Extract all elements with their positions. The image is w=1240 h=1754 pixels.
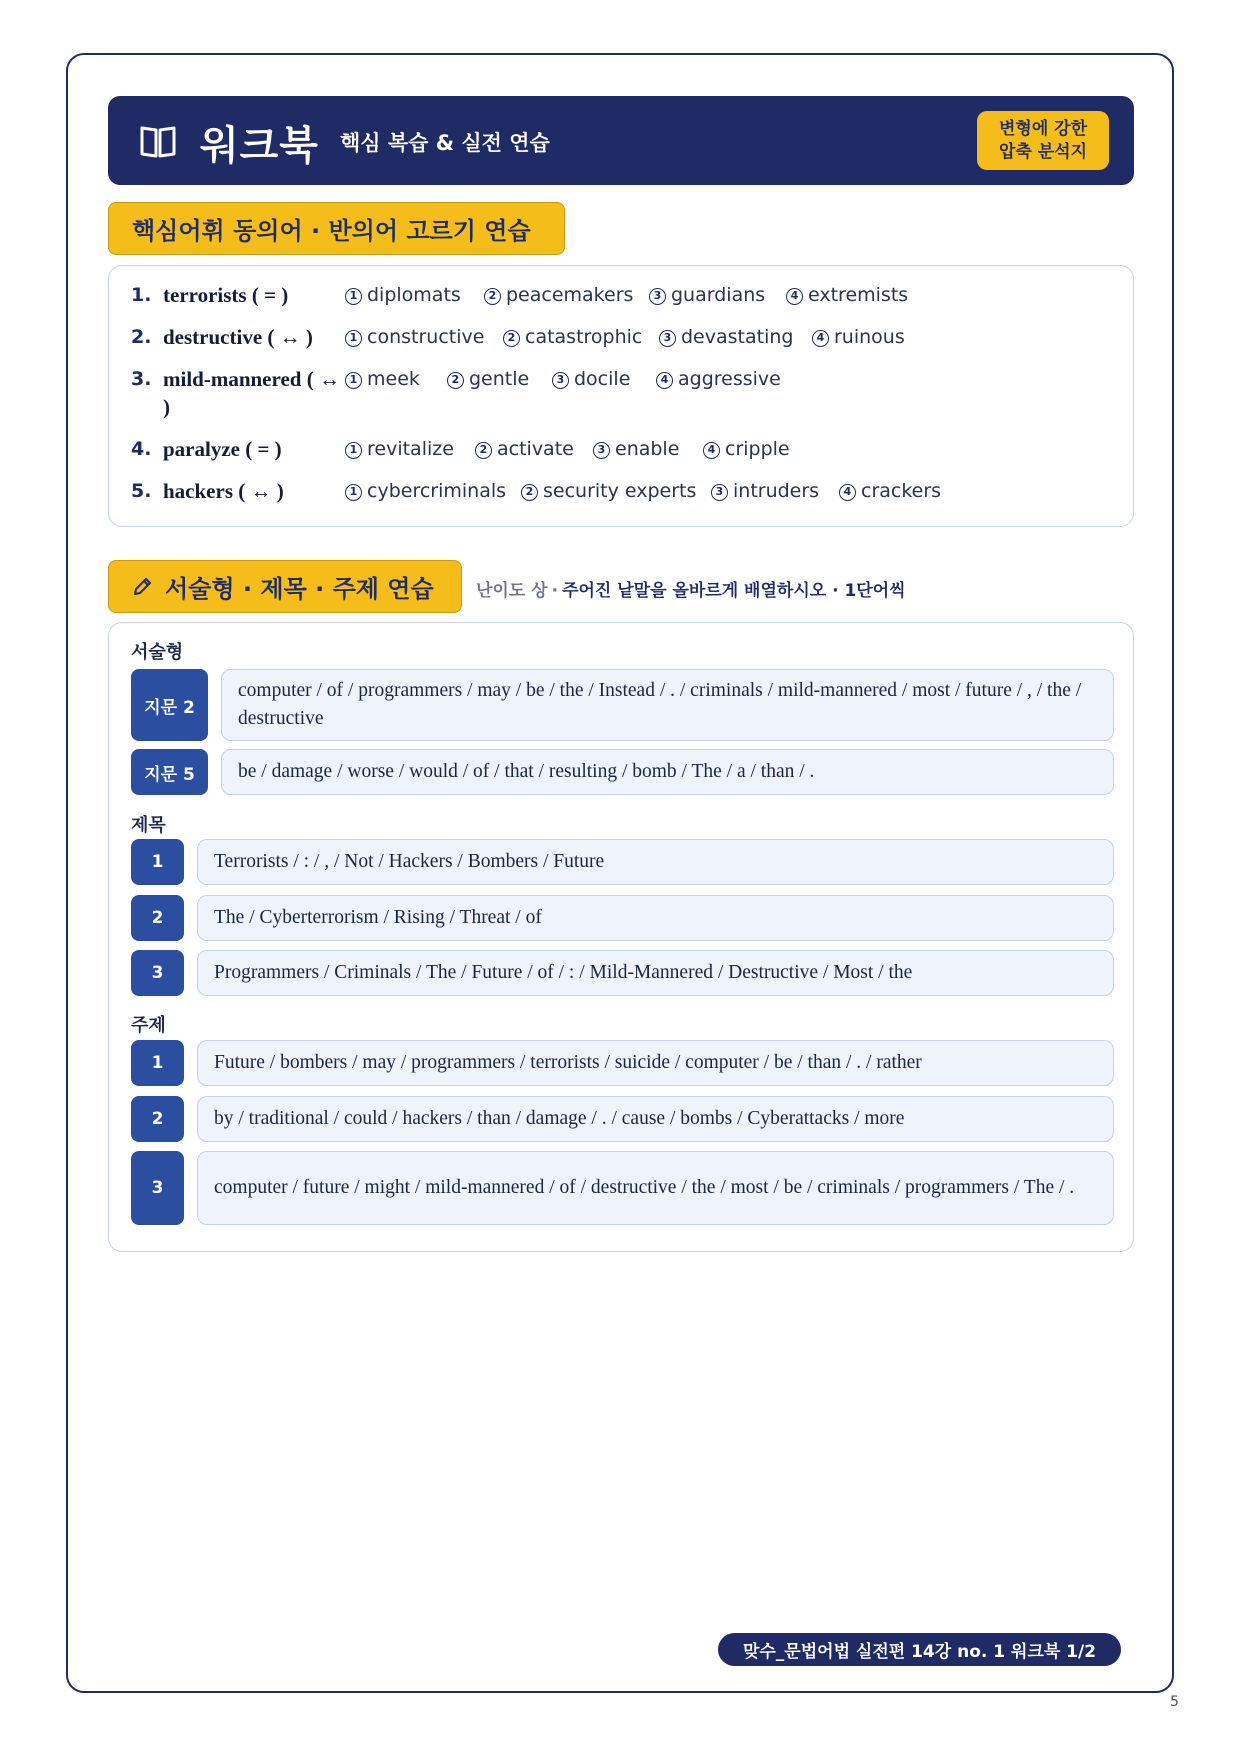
option-text: diplomats xyxy=(367,284,461,306)
answer-option[interactable] xyxy=(786,284,908,306)
option-mark: 1 xyxy=(345,484,362,501)
option-mark: 2 xyxy=(484,288,501,305)
answer-option[interactable] xyxy=(475,438,574,460)
option-mark: 4 xyxy=(786,288,803,305)
page-number: 5 xyxy=(1170,1694,1179,1710)
answer-option[interactable] xyxy=(521,480,696,502)
answer-option[interactable] xyxy=(659,326,793,348)
header-banner xyxy=(108,96,1134,185)
answer-option[interactable] xyxy=(711,480,819,502)
book-icon xyxy=(138,121,178,161)
answer-option[interactable] xyxy=(345,438,454,460)
option-mark: 2 xyxy=(475,442,492,459)
badge-line-1: 변형에 강한 xyxy=(998,119,1088,139)
title-item-label: 1 xyxy=(131,839,184,885)
answer-option[interactable] xyxy=(345,326,484,348)
option-text: cybercriminals xyxy=(367,480,507,502)
question-word: terrorists ( = ) xyxy=(163,283,289,307)
page-title: 워크북 xyxy=(200,123,319,169)
option-mark: 3 xyxy=(711,484,728,501)
question-word: mild-mannered ( ↔ ) xyxy=(163,367,340,419)
question-number: 5. xyxy=(131,480,152,502)
section-writing-title xyxy=(108,560,462,613)
title-item-label: 3 xyxy=(131,950,184,996)
word-order-box[interactable]: be / damage / worse / would / of / that / resulting / bomb / The / a / than / . xyxy=(221,749,1114,795)
option-mark: 2 xyxy=(447,372,464,389)
option-text: security experts xyxy=(543,480,697,502)
option-mark: 1 xyxy=(345,372,362,389)
word-order-box[interactable]: The / Cyberterrorism / Rising / Threat / of xyxy=(197,895,1114,941)
option-text: ruinous xyxy=(834,326,905,348)
question-number: 2. xyxy=(131,326,152,348)
option-mark: 3 xyxy=(659,330,676,347)
question-number: 3. xyxy=(131,368,152,390)
option-text: cripple xyxy=(725,438,790,460)
badge-line-2: 압축 분석지 xyxy=(998,142,1088,162)
option-text: meek xyxy=(367,368,420,390)
answer-option[interactable] xyxy=(345,368,420,390)
option-mark: 4 xyxy=(812,330,829,347)
option-text: catastrophic xyxy=(525,326,643,348)
option-text: guardians xyxy=(671,284,766,306)
question-word: hackers ( ↔ ) xyxy=(163,479,284,503)
topic-item-label: 3 xyxy=(131,1151,184,1225)
word-order-box[interactable]: by / traditional / could / hackers / than / damage / . / cause / bombs / Cyberattacks / more xyxy=(197,1096,1114,1142)
option-text: extremists xyxy=(808,284,909,306)
answer-option[interactable] xyxy=(552,368,630,390)
option-mark: 3 xyxy=(593,442,610,459)
section-writing-title-text: 서술형 · 제목 · 주제 연습 xyxy=(165,575,434,603)
difficulty-line: 난이도 상 · 주어진 낱말을 올바르게 배열하시오 · 1단어씩 xyxy=(476,581,906,601)
option-text: gentle xyxy=(469,368,530,390)
section-vocab-title: 핵심어휘 동의어 · 반의어 고르기 연습 xyxy=(108,202,565,255)
writing-box xyxy=(108,622,1134,1252)
option-mark: 1 xyxy=(345,288,362,305)
option-mark: 2 xyxy=(503,330,520,347)
question-number: 4. xyxy=(131,438,152,460)
question-word: destructive ( ↔ ) xyxy=(163,325,313,349)
passage-label: 지문 5 xyxy=(131,749,208,795)
word-order-box[interactable]: Programmers / Criminals / The / Future / of / : / Mild-Mannered / Destructive / Most / the xyxy=(197,950,1114,996)
option-mark: 3 xyxy=(649,288,666,305)
option-text: revitalize xyxy=(367,438,454,460)
word-order-box[interactable]: Terrorists / : / , / Not / Hackers / Bombers / Future xyxy=(197,839,1114,885)
question-word: paralyze ( = ) xyxy=(163,437,282,461)
pencil-icon xyxy=(131,576,153,598)
answer-option[interactable] xyxy=(484,284,633,306)
topic-item-label: 2 xyxy=(131,1096,184,1142)
header-badge xyxy=(977,111,1109,170)
option-mark: 4 xyxy=(703,442,720,459)
answer-option[interactable] xyxy=(593,438,679,460)
answer-option[interactable] xyxy=(703,438,790,460)
passage-label: 지문 2 xyxy=(131,669,208,741)
answer-option[interactable] xyxy=(656,368,781,390)
title-item-label: 2 xyxy=(131,895,184,941)
writing-heading: 서술형 xyxy=(131,642,184,663)
option-text: enable xyxy=(615,438,680,460)
answer-option[interactable] xyxy=(345,480,506,502)
option-mark: 2 xyxy=(521,484,538,501)
page-subtitle: 핵심 복습 & 실전 연습 xyxy=(340,131,550,155)
answer-option[interactable] xyxy=(839,480,941,502)
option-mark: 1 xyxy=(345,330,362,347)
option-mark: 1 xyxy=(345,442,362,459)
word-order-box[interactable]: computer / of / programmers / may / be / the / Instead / . / criminals / mild-mannered / most / future / , / the / destructive xyxy=(221,669,1114,741)
instruction-text: 주어진 낱말을 올바르게 배열하시오 · 1단어씩 xyxy=(562,581,906,601)
option-text: activate xyxy=(497,438,574,460)
option-mark: 4 xyxy=(656,372,673,389)
vocab-box xyxy=(108,265,1134,527)
word-order-box[interactable]: Future / bombers / may / programmers / terrorists / suicide / computer / be / than / . / rather xyxy=(197,1040,1114,1086)
title-heading: 제목 xyxy=(131,815,166,836)
word-order-box[interactable]: computer / future / might / mild-mannered / of / destructive / the / most / be / criminals / programmers / The / . xyxy=(197,1151,1114,1225)
difficulty-level: 난이도 상 xyxy=(476,581,548,601)
answer-option[interactable] xyxy=(345,284,461,306)
option-text: peacemakers xyxy=(506,284,634,306)
answer-option[interactable] xyxy=(649,284,765,306)
option-text: intruders xyxy=(733,480,820,502)
option-mark: 4 xyxy=(839,484,856,501)
topic-heading: 주제 xyxy=(131,1015,166,1036)
option-mark: 3 xyxy=(552,372,569,389)
topic-item-label: 1 xyxy=(131,1040,184,1086)
question-number: 1. xyxy=(131,284,152,306)
option-text: docile xyxy=(574,368,631,390)
footer-label: 맞수_문법어법 실전편 14강 no. 1 워크북 1/2 xyxy=(718,1633,1121,1666)
option-text: aggressive xyxy=(678,368,781,390)
answer-option[interactable] xyxy=(503,326,642,348)
answer-option[interactable] xyxy=(447,368,529,390)
answer-option[interactable] xyxy=(812,326,905,348)
option-text: constructive xyxy=(367,326,485,348)
option-text: devastating xyxy=(681,326,794,348)
option-text: crackers xyxy=(861,480,942,502)
